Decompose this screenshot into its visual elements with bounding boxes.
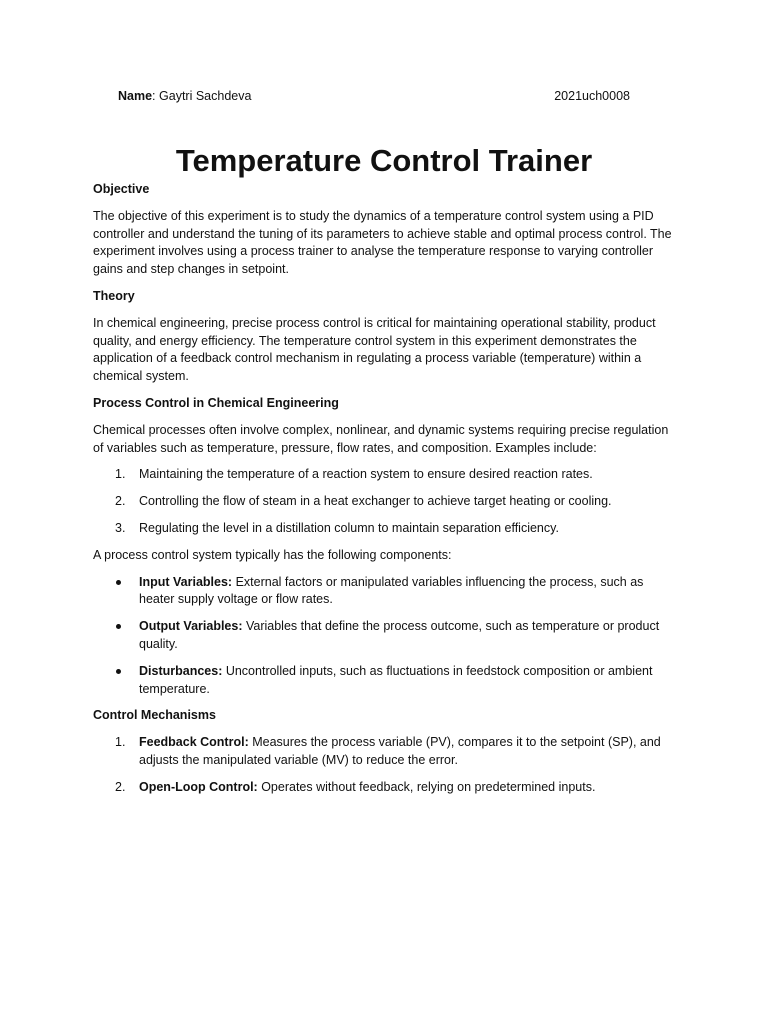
component-term: Disturbances: xyxy=(139,663,223,678)
list-item xyxy=(93,618,677,654)
name-separator: : xyxy=(152,89,156,103)
components-list xyxy=(93,574,677,699)
examples-list xyxy=(93,466,677,537)
process-control-intro: Chemical processes often involve complex, nonlinear, and dynamic systems requiring precise regulation of variables such as temperature, pressure, flow rates, and composition. Examples include: xyxy=(93,422,669,455)
name-value: Gaytri Sachdeva xyxy=(159,89,252,103)
list-item xyxy=(93,663,677,699)
name-label: Name xyxy=(118,89,153,103)
component-text: External factors or manipulated variables influencing the process, such as heater supply voltage or flow rates. xyxy=(139,574,644,607)
control-mechanisms-list xyxy=(93,734,677,796)
component-text: Variables that define the process outcome, such as temperature or product quality. xyxy=(139,619,660,651)
roll-number: 2021uch0008 xyxy=(554,89,630,103)
list-item xyxy=(93,734,677,770)
list-item-text: Regulating the level in a distillation column to maintain separation efficiency. xyxy=(139,520,559,535)
objective-paragraph: The objective of this experiment is to study the dynamics of a temperature control system using a PID controller and understand the tuning of its parameters to achieve stable and optimal process control. The experiment involves using a process trainer to analyse the temperature response to varying controller gains and step changes in setpoint. xyxy=(93,208,672,277)
mechanism-term: Feedback Control: xyxy=(139,735,249,750)
list-number: 2. xyxy=(115,494,126,509)
control-mechanisms-heading: Control Mechanisms xyxy=(93,708,216,723)
list-number: 3. xyxy=(115,520,126,535)
list-item xyxy=(93,574,677,610)
list-item xyxy=(93,520,677,538)
component-term: Input Variables: xyxy=(139,574,233,589)
theory-heading: Theory xyxy=(93,288,135,303)
student-name xyxy=(118,88,251,106)
bullet-icon xyxy=(116,669,121,674)
list-number: 2. xyxy=(115,779,126,794)
components-intro: A process control system typically has the following components: xyxy=(93,547,452,562)
objective-heading: Objective xyxy=(93,182,150,196)
list-item-text: Controlling the flow of steam in a heat exchanger to achieve target heating or cooling. xyxy=(139,494,612,509)
list-item-text: Maintaining the temperature of a reaction system to ensure desired reaction rates. xyxy=(139,467,593,482)
list-number: 1. xyxy=(115,467,126,482)
mechanism-text: Measures the process variable (PV), compares it to the setpoint (SP), and adjusts the manipulated variable (MV) to reduce the error. xyxy=(139,735,661,767)
list-number: 1. xyxy=(115,735,126,750)
bullet-icon xyxy=(116,624,121,629)
theory-paragraph: In chemical engineering, precise process control is critical for maintaining operational stability, product quality, and energy efficiency. The temperature control system in this experiment demonstrates the application of a feedback control mechanism in regulating a process variable (temperature) within a chemical system. xyxy=(93,315,656,384)
document-body xyxy=(93,181,677,806)
list-item xyxy=(93,466,677,484)
bullet-icon xyxy=(116,580,121,585)
component-text: Uncontrolled inputs, such as fluctuations in feedstock composition or ambient temperature. xyxy=(139,663,653,696)
list-item xyxy=(93,493,677,511)
header-row xyxy=(118,88,630,106)
list-item xyxy=(93,779,677,797)
mechanism-text: Operates without feedback, relying on predetermined inputs. xyxy=(257,779,596,794)
process-control-heading: Process Control in Chemical Engineering xyxy=(93,395,339,410)
component-term: Output Variables: xyxy=(139,619,243,634)
document-title: Temperature Control Trainer xyxy=(175,143,593,178)
mechanism-term: Open-Loop Control: xyxy=(139,779,258,794)
